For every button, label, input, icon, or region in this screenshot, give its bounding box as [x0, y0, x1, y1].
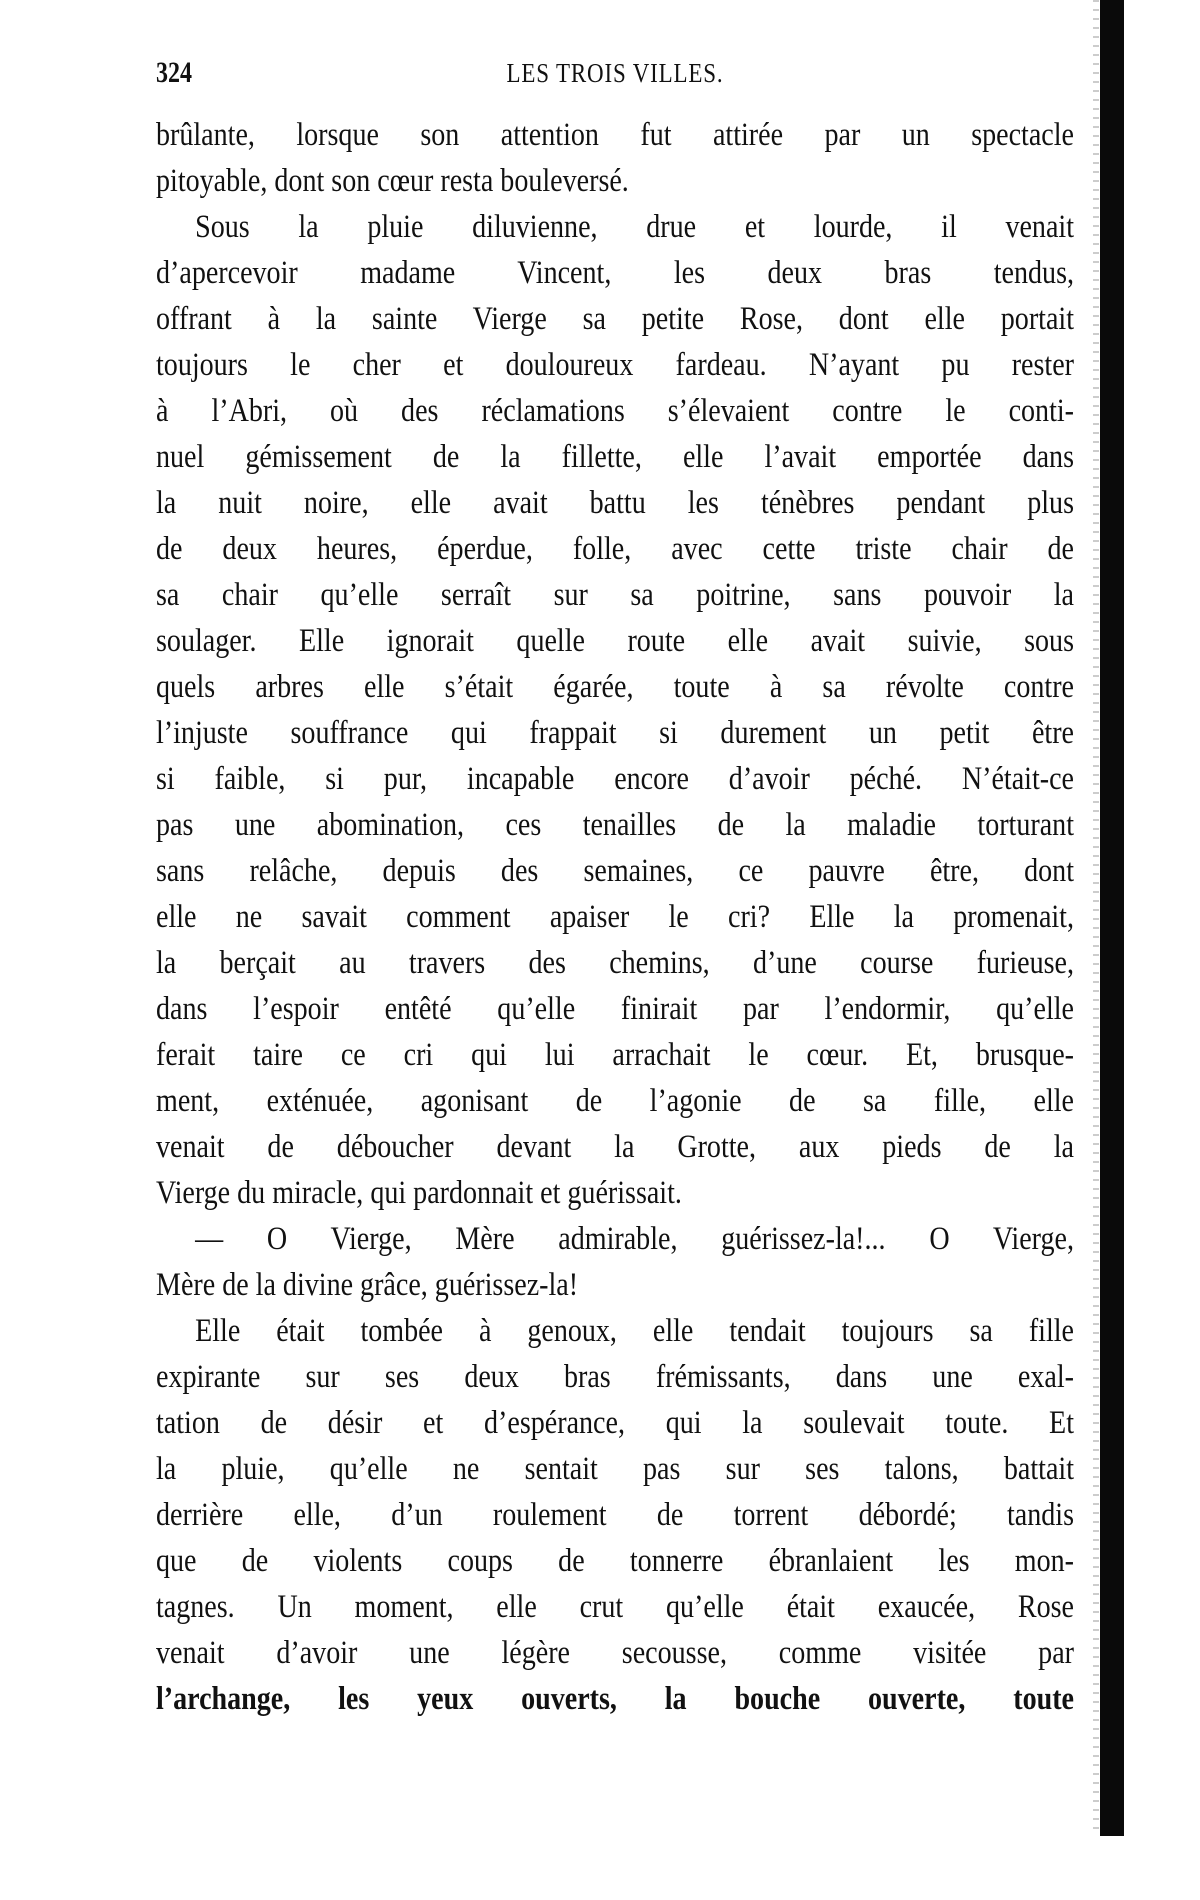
- text-line: [156, 296, 1074, 342]
- text-line-content: Mère de la divine grâce, guérissez-la!: [156, 1267, 579, 1303]
- text-line: [156, 158, 1074, 204]
- text-line: [156, 848, 1074, 894]
- text-line: [156, 1400, 1074, 1446]
- text-line: [156, 250, 1074, 296]
- text-line: [156, 802, 1074, 848]
- text-line: [156, 526, 1074, 572]
- text-line-content: tagnes. Un moment, elle crut qu’elle était exaucée, Rose: [156, 1589, 1074, 1625]
- text-line: [156, 1354, 1074, 1400]
- text-line: [156, 664, 1074, 710]
- text-line-content: derrière elle, d’un roulement de torrent débordé; tandis: [156, 1497, 1074, 1533]
- text-line-content: nuel gémissement de la fillette, elle l’avait emportée dans: [156, 439, 1074, 475]
- body-text: [156, 112, 1074, 1722]
- text-line-content: brûlante, lorsque son attention fut attirée par un spectacle: [156, 117, 1074, 153]
- text-line-content: — O Vierge, Mère admirable, guérissez-la!... O Vierge,: [195, 1221, 1075, 1257]
- text-line-content: venait de déboucher devant la Grotte, aux pieds de la: [156, 1129, 1074, 1165]
- text-line-content: si faible, si pur, incapable encore d’avoir péché. N’était-ce: [156, 761, 1074, 797]
- text-line: [156, 1308, 1074, 1354]
- text-line-content: pas une abomination, ces tenailles de la maladie torturant: [156, 807, 1074, 843]
- text-line: [156, 204, 1074, 250]
- text-line-content: d’apercevoir madame Vincent, les deux bras tendus,: [156, 255, 1074, 291]
- text-line-content: de deux heures, éperdue, folle, avec cette triste chair de: [156, 531, 1074, 567]
- text-line-content: Vierge du miracle, qui pardonnait et guérissait.: [156, 1175, 682, 1211]
- text-line: [156, 1124, 1074, 1170]
- text-line: [156, 112, 1074, 158]
- text-line: [156, 986, 1074, 1032]
- text-line-content: soulager. Elle ignorait quelle route elle avait suivie, sous: [156, 623, 1074, 659]
- text-line: [156, 1630, 1074, 1676]
- text-line: [156, 388, 1074, 434]
- text-line-content: que de violents coups de tonnerre ébranlaient les mon-: [156, 1543, 1074, 1579]
- text-line: [156, 1262, 1074, 1308]
- text-line: [156, 434, 1074, 480]
- text-line-content: ment, exténuée, agonisant de l’agonie de sa fille, elle: [156, 1083, 1074, 1119]
- scan-edge-bar: [1100, 0, 1124, 1836]
- text-line-content: l’archange, les yeux ouverts, la bouche ouverte, toute: [156, 1681, 1074, 1717]
- text-line-content: toujours le cher et douloureux fardeau. N’ayant pu rester: [156, 347, 1074, 383]
- page-header: [156, 56, 1074, 96]
- text-line-content: la pluie, qu’elle ne sentait pas sur ses talons, battait: [156, 1451, 1074, 1487]
- text-line: [156, 940, 1074, 986]
- text-line: [156, 1538, 1074, 1584]
- text-line-content: tation de désir et d’espérance, qui la soulevait toute. Et: [156, 1405, 1074, 1441]
- text-line-content: la nuit noire, elle avait battu les ténèbres pendant plus: [156, 485, 1074, 521]
- text-line: [156, 1032, 1074, 1078]
- text-line-content: ferait taire ce cri qui lui arrachait le cœur. Et, brusque-: [156, 1037, 1074, 1073]
- text-line: [156, 480, 1074, 526]
- text-line: [156, 1446, 1074, 1492]
- text-line-content: la berçait au travers des chemins, d’une course furieuse,: [156, 945, 1074, 981]
- text-line-content: expirante sur ses deux bras frémissants, dans une exal-: [156, 1359, 1074, 1395]
- text-line: [156, 342, 1074, 388]
- text-line: [156, 756, 1074, 802]
- text-line: [156, 572, 1074, 618]
- text-line-content: Sous la pluie diluvienne, drue et lourde, il venait: [195, 209, 1075, 245]
- page-number: 324: [156, 56, 192, 89]
- text-line: [156, 710, 1074, 756]
- text-line-content: dans l’espoir entêté qu’elle finirait par l’endormir, qu’elle: [156, 991, 1074, 1027]
- text-line: [156, 618, 1074, 664]
- text-line: [156, 894, 1074, 940]
- text-line-content: sa chair qu’elle serraît sur sa poitrine, sans pouvoir la: [156, 577, 1074, 613]
- text-line-content: venait d’avoir une légère secousse, comme visitée par: [156, 1635, 1074, 1671]
- text-line: [156, 1078, 1074, 1124]
- text-line: [156, 1584, 1074, 1630]
- text-line-content: quels arbres elle s’était égarée, toute à sa révolte contre: [156, 669, 1074, 705]
- text-line-content: pitoyable, dont son cœur resta bouleversé.: [156, 163, 629, 199]
- text-line-content: Elle était tombée à genoux, elle tendait toujours sa fille: [195, 1313, 1075, 1349]
- text-line-content: à l’Abri, où des réclamations s’élevaient contre le conti-: [156, 393, 1074, 429]
- text-line-content: elle ne savait comment apaiser le cri? Elle la promenait,: [156, 899, 1074, 935]
- running-title: LES TROIS VILLES.: [506, 58, 724, 88]
- text-line: [156, 1216, 1074, 1262]
- text-line-content: sans relâche, depuis des semaines, ce pauvre être, dont: [156, 853, 1074, 889]
- text-line-content: l’injuste souffrance qui frappait si durement un petit être: [156, 715, 1074, 751]
- text-line: [156, 1170, 1074, 1216]
- text-line: [156, 1492, 1074, 1538]
- text-line: [156, 1676, 1074, 1722]
- scan-edge-speckle: [1093, 0, 1099, 1836]
- text-line-content: offrant à la sainte Vierge sa petite Rose, dont elle portait: [156, 301, 1074, 337]
